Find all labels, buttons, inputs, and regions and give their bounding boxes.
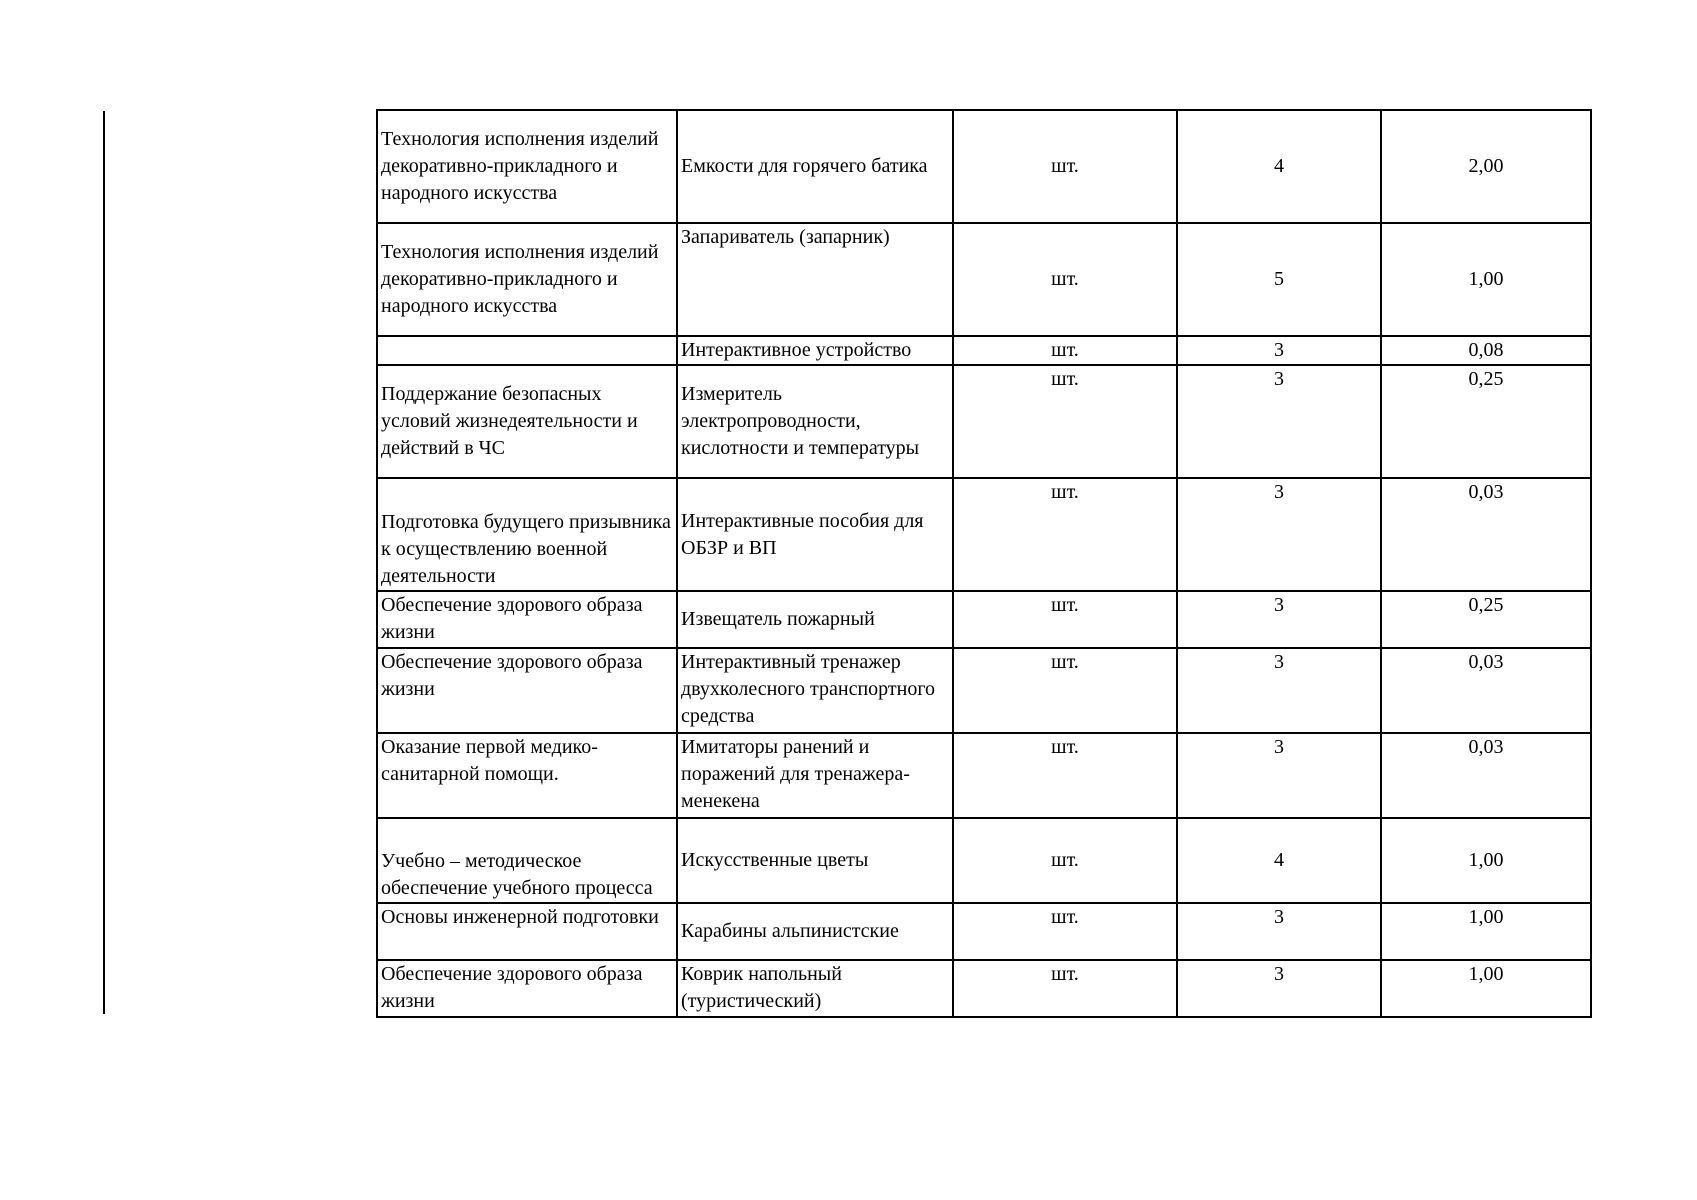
- norm-cell: 1,00: [1381, 903, 1591, 960]
- quantity-cell: 3: [1177, 336, 1381, 365]
- norm-cell: 1,00: [1381, 223, 1591, 336]
- subject-cell: Технология исполнения изделий декоративно-прикладного и народного искусства: [377, 223, 677, 336]
- quantity-cell: 3: [1177, 960, 1381, 1017]
- item-cell: Емкости для горячего батика: [677, 110, 953, 223]
- subject-cell: Обеспечение здорового образа жизни: [377, 591, 677, 648]
- table-row: [377, 591, 1591, 648]
- quantity-cell: 5: [1177, 223, 1381, 336]
- subject-cell: Обеспечение здорового образа жизни: [377, 960, 677, 1017]
- table-row: [377, 336, 1591, 365]
- unit-cell: шт.: [953, 336, 1177, 365]
- unit-cell: шт.: [953, 648, 1177, 733]
- unit-cell: шт.: [953, 960, 1177, 1017]
- norm-cell: 1,00: [1381, 818, 1591, 903]
- quantity-cell: 3: [1177, 733, 1381, 818]
- quantity-cell: 3: [1177, 648, 1381, 733]
- subject-cell: Обеспечение здорового образа жизни: [377, 648, 677, 733]
- norm-cell: 0,03: [1381, 478, 1591, 591]
- quantity-cell: 4: [1177, 818, 1381, 903]
- quantity-cell: 3: [1177, 478, 1381, 591]
- unit-cell: шт.: [953, 591, 1177, 648]
- norm-cell: 0,25: [1381, 591, 1591, 648]
- item-cell: Карабины альпинистские: [677, 903, 953, 960]
- table-row: [377, 960, 1591, 1017]
- table-row: [377, 733, 1591, 818]
- subject-cell: Технология исполнения изделий декоративно-прикладного и народного искусства: [377, 110, 677, 223]
- unit-cell: шт.: [953, 365, 1177, 478]
- subject-cell: Подготовка будущего призывника к осуществлению военной деятельности: [377, 478, 677, 591]
- item-cell: Интерактивные пособия для ОБЗР и ВП: [677, 478, 953, 591]
- table-row: [377, 818, 1591, 903]
- quantity-cell: 3: [1177, 365, 1381, 478]
- unit-cell: шт.: [953, 903, 1177, 960]
- quantity-cell: 4: [1177, 110, 1381, 223]
- norm-cell: 0,03: [1381, 733, 1591, 818]
- quantity-cell: 3: [1177, 903, 1381, 960]
- norm-cell: 0,03: [1381, 648, 1591, 733]
- norm-cell: 0,08: [1381, 336, 1591, 365]
- subject-cell: Основы инженерной подготовки: [377, 903, 677, 960]
- unit-cell: шт.: [953, 818, 1177, 903]
- norm-cell: 2,00: [1381, 110, 1591, 223]
- subject-cell: Поддержание безопасных условий жизнедеятельности и действий в ЧС: [377, 365, 677, 478]
- unit-cell: шт.: [953, 733, 1177, 818]
- table-row: [377, 648, 1591, 733]
- table-row: [377, 223, 1591, 336]
- equipment-table: [376, 109, 1592, 1018]
- page-margin-line: [103, 111, 105, 1014]
- subject-cell: [377, 336, 677, 365]
- item-cell: Имитаторы ранений и поражений для тренажера-менекена: [677, 733, 953, 818]
- norm-cell: 0,25: [1381, 365, 1591, 478]
- table-row: [377, 110, 1591, 223]
- item-cell: Извещатель пожарный: [677, 591, 953, 648]
- unit-cell: шт.: [953, 478, 1177, 591]
- item-cell: Коврик напольный (туристический): [677, 960, 953, 1017]
- item-cell: Интерактивное устройство: [677, 336, 953, 365]
- norm-cell: 1,00: [1381, 960, 1591, 1017]
- item-cell: Искусственные цветы: [677, 818, 953, 903]
- table-row: [377, 365, 1591, 478]
- subject-cell: Учебно – методическое обеспечение учебного процесса: [377, 818, 677, 903]
- table-row: [377, 478, 1591, 591]
- item-cell: Измеритель электропроводности, кислотности и температуры: [677, 365, 953, 478]
- item-cell: Запариватель (запарник): [677, 223, 953, 336]
- unit-cell: шт.: [953, 223, 1177, 336]
- item-cell: Интерактивный тренажер двухколесного транспортного средства: [677, 648, 953, 733]
- unit-cell: шт.: [953, 110, 1177, 223]
- quantity-cell: 3: [1177, 591, 1381, 648]
- table-row: [377, 903, 1591, 960]
- subject-cell: Оказание первой медико-санитарной помощи.: [377, 733, 677, 818]
